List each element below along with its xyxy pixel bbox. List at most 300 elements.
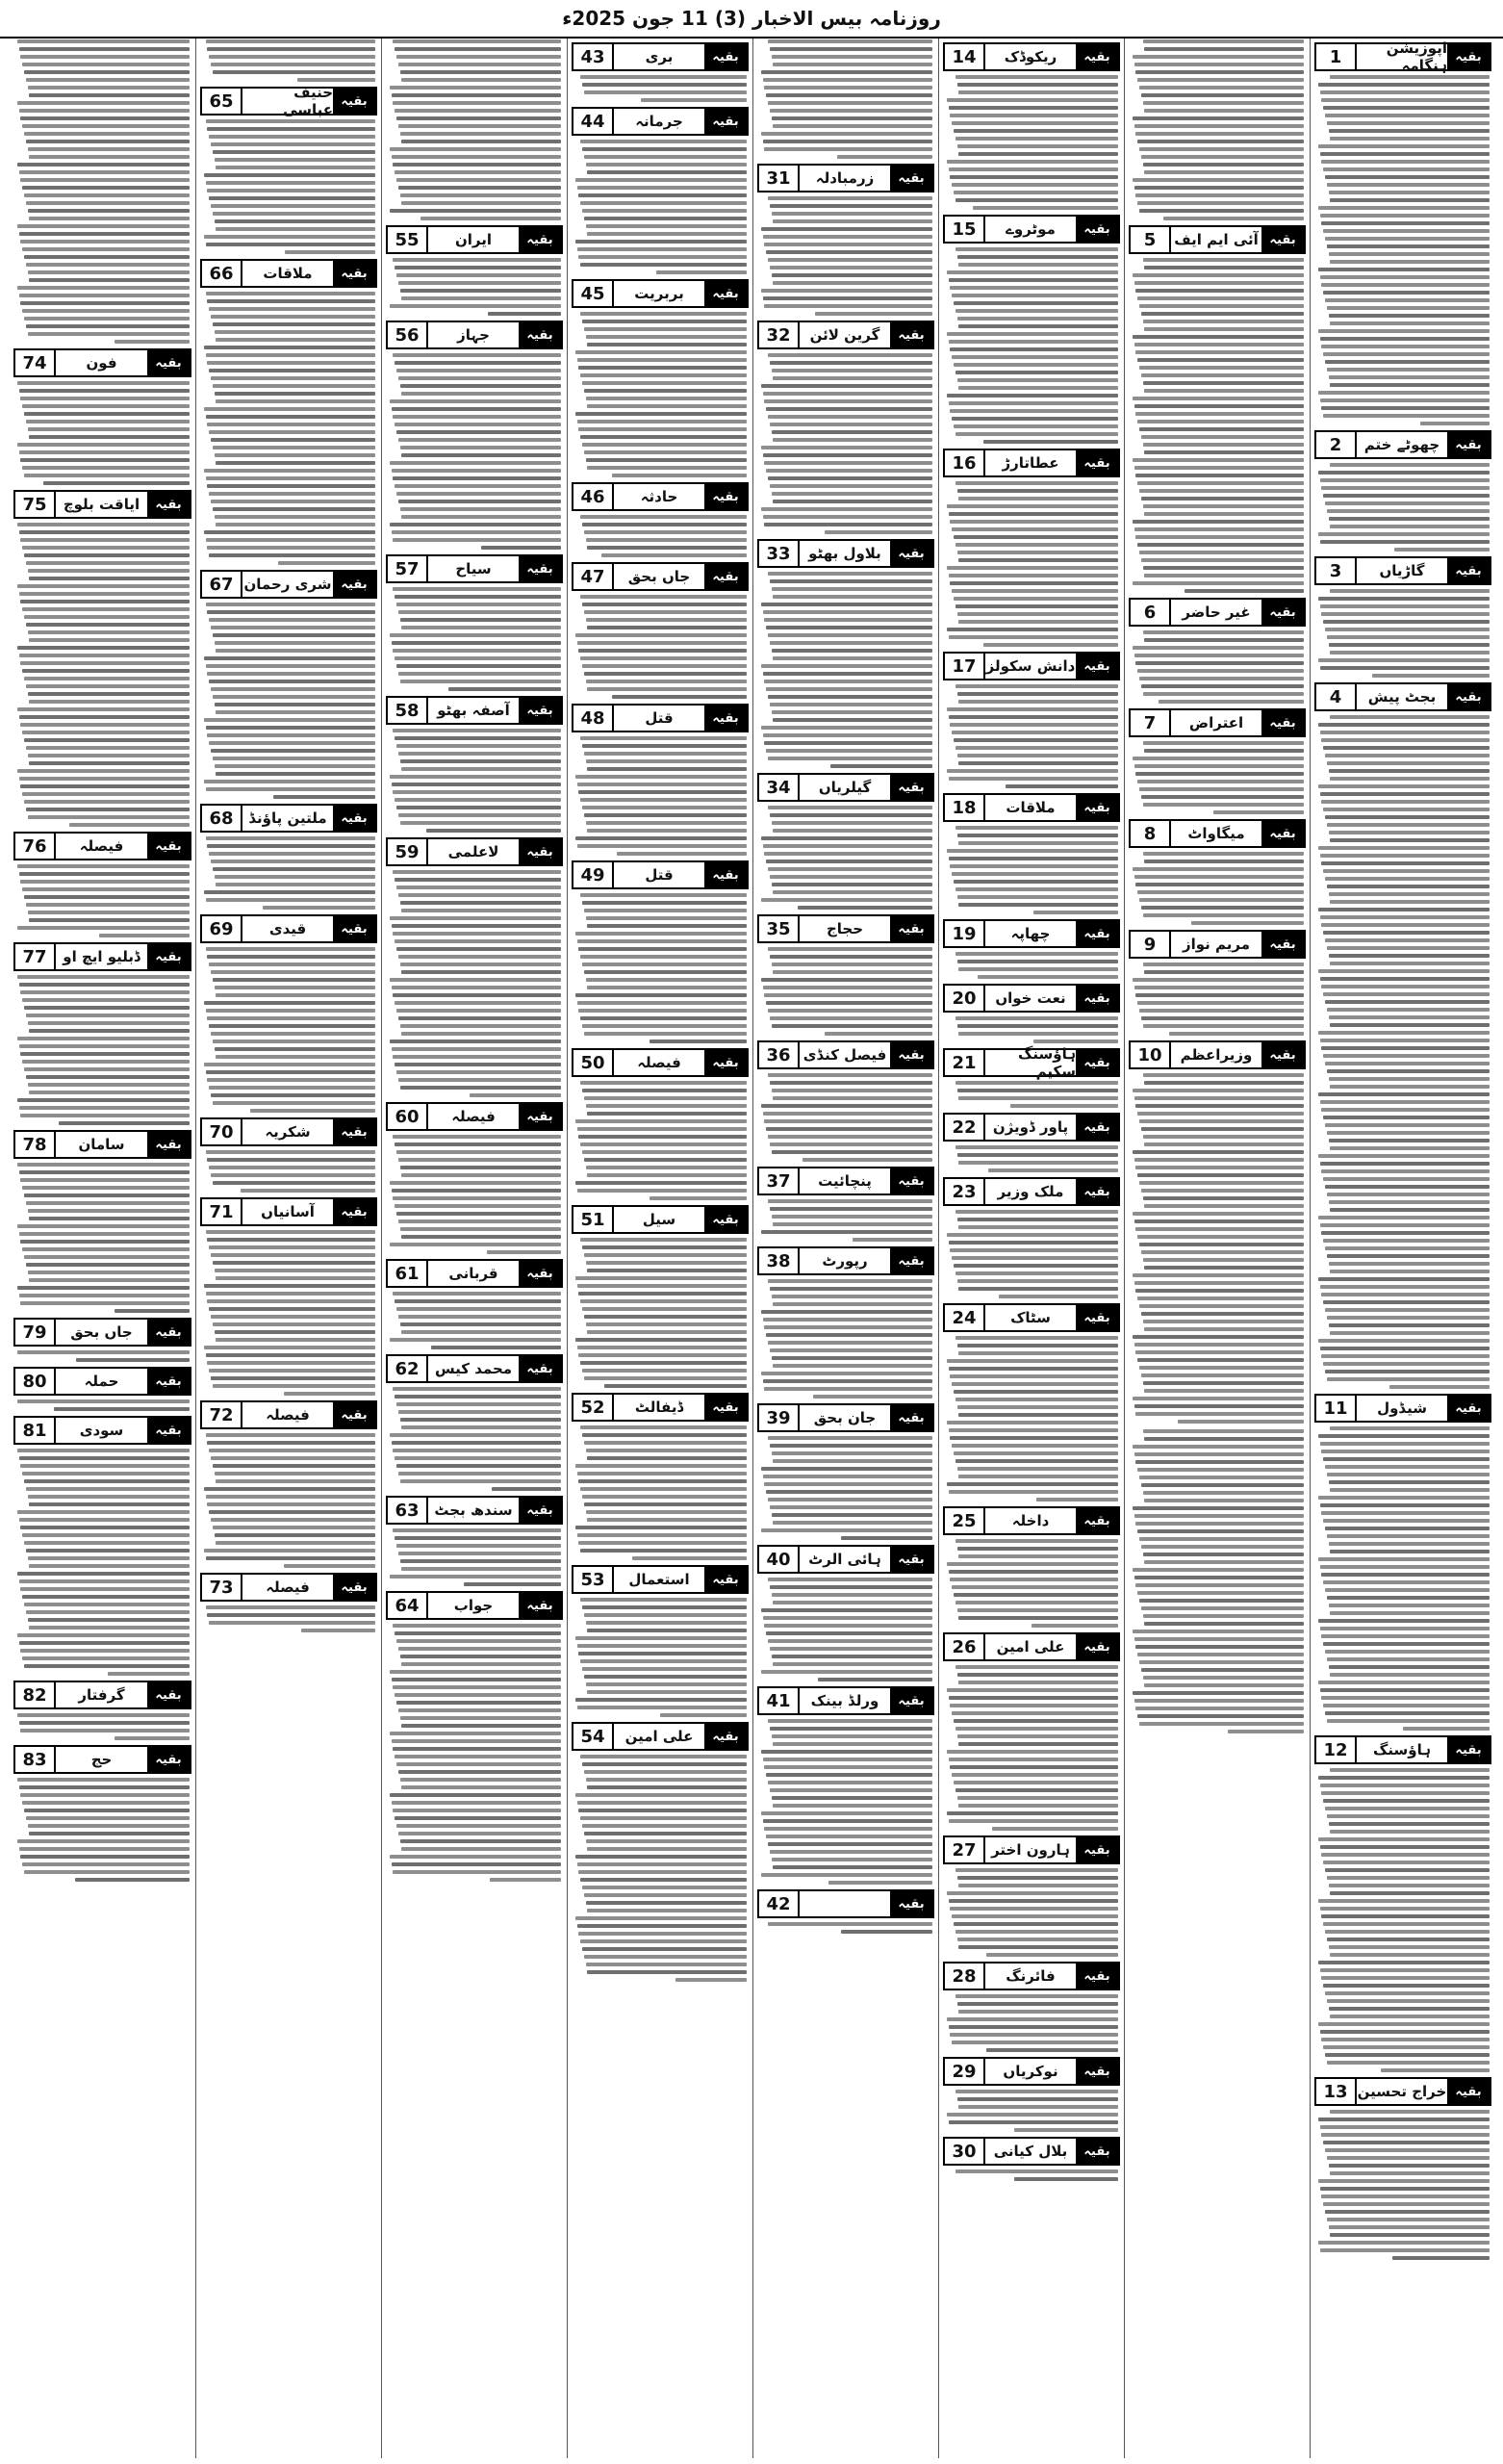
text-line [1144,1683,1304,1687]
text-line [216,338,375,342]
text-line [958,1096,1118,1100]
story-header [757,539,934,568]
news-story [386,1496,563,1587]
text-line [577,1924,747,1928]
text-line [1327,2156,1490,2160]
text-line [577,1644,747,1648]
text-line [26,561,190,565]
story-header [200,570,377,599]
text-line [773,718,932,722]
text-line [400,1166,561,1169]
text-line [28,1209,190,1213]
text-line [1320,854,1490,858]
text-line [28,427,190,431]
story-number: 17 [945,654,985,679]
story-header [572,704,749,732]
text-line [1325,1123,1490,1127]
text-line [28,209,190,213]
text-line [207,955,375,959]
text-line [764,461,932,465]
text-line [584,1158,747,1162]
news-column [10,38,195,2458]
text-line [949,777,1118,781]
text-line [209,430,375,434]
text-line [1320,2187,1490,2191]
text-line [577,420,747,424]
text-line [1329,1262,1490,1266]
text-line [396,806,561,809]
text-line [204,469,375,473]
news-story [943,1177,1120,1299]
text-line [1330,1488,1490,1492]
text-line [28,1618,190,1622]
text-line [396,369,561,372]
story-title: آسانیاں [261,1203,315,1220]
news-story [386,225,563,317]
text-line [400,759,561,763]
story-number: 5 [1131,227,1171,252]
text-line [28,692,190,696]
text-line [763,1616,932,1620]
text-line [957,2097,1118,2101]
news-story [13,1681,191,1741]
text-line [26,1263,190,1267]
text-line [393,1292,561,1296]
text-line [1321,1450,1490,1453]
text-line [393,1870,561,1874]
story-header [943,1177,1120,1206]
text-line [22,731,190,734]
text-line [211,626,375,629]
text-line [1330,777,1490,781]
text-line [29,1217,190,1220]
text-line [1323,1054,1490,1058]
text-line [577,1533,747,1537]
text-line [396,1150,561,1154]
text-line [813,1395,932,1399]
text-line [1330,1270,1490,1273]
text-line [215,764,375,768]
text-line [395,170,561,174]
text-line [580,1425,747,1429]
text-line [1318,969,1490,973]
text-line [401,1330,561,1334]
story-header [943,2137,1120,2166]
text-line [1329,129,1490,133]
continued-label: بقیہ [1076,1050,1118,1075]
text-line [29,217,190,220]
text-line [1133,1506,1304,1510]
text-line [586,163,747,167]
text-line [1325,2148,1490,2152]
story-header [200,259,377,288]
continued-label: بقیہ [333,89,375,114]
text-line [584,1502,747,1506]
text-line [952,1711,1118,1715]
text-line [773,281,932,285]
text-line [1137,1235,1304,1239]
story-title: حملہ [84,1373,119,1390]
text-line [983,643,1118,647]
text-line [770,1081,932,1085]
news-story [200,570,377,800]
text-line [393,729,561,732]
text-line [22,1533,190,1537]
text-line [957,1089,1118,1092]
text-line [632,1556,747,1560]
text-line [582,1433,747,1437]
text-line [764,1482,932,1486]
text-line [1323,1239,1490,1243]
text-line [582,1605,747,1609]
text-line [761,1528,932,1532]
text-line [211,1518,375,1522]
text-line [1143,1429,1304,1433]
text-line [390,916,561,920]
text-line [24,1809,190,1812]
text-line [955,604,1118,608]
text-line [393,1387,561,1391]
text-line [213,867,375,871]
story-number: 76 [15,834,56,859]
story-number: 63 [388,1498,428,1523]
text-line [398,752,561,756]
continued-label: بقیہ [1447,2079,1490,2104]
story-header [572,1048,749,1077]
story-header [943,42,1120,71]
text-line [955,1016,1118,1020]
text-line [1329,892,1490,896]
text-line [1135,1583,1304,1587]
text-line [1329,1665,1490,1669]
text-line [1323,229,1490,233]
text-line [43,481,190,485]
text-line [773,219,932,223]
story-text-lines [200,946,377,1114]
text-line [1330,383,1490,387]
text-line [24,1541,190,1545]
text-line [1318,1961,1490,1964]
story-title: شکریہ [265,1123,311,1141]
text-line [1143,741,1304,745]
text-line [1141,1127,1304,1131]
text-line [641,98,747,102]
continued-label: بقیہ [333,261,375,286]
story-text-lines [1314,2109,1491,2261]
story-text-lines [386,869,563,1098]
text-line [1133,581,1304,585]
text-line [1144,109,1304,113]
story-title: گیلریاں [818,779,872,796]
continued-label: بقیہ [890,166,932,191]
text-line [766,1333,932,1337]
text-line [17,975,190,979]
text-line [1141,906,1304,910]
text-line [1135,350,1304,354]
story-header [757,1246,934,1275]
text-line [1329,314,1490,318]
text-line [204,346,375,349]
story-text-lines [13,380,191,486]
text-line [1185,589,1304,593]
text-line [582,1024,747,1028]
text-line [392,1862,561,1866]
text-line [393,649,561,653]
story-title: ملاقات [263,265,313,282]
text-line [207,1299,375,1303]
text-line [947,332,1118,336]
text-line [20,1649,190,1653]
text-line [20,1301,190,1305]
text-line [1325,2053,1490,2057]
text-line [215,330,375,334]
text-line [575,1464,747,1468]
text-line [1144,1622,1304,1626]
story-number: 45 [573,281,614,306]
text-line [24,70,190,74]
continued-label: بقیہ [1076,450,1118,475]
text-line [24,1664,190,1668]
text-line [582,209,747,213]
news-story [757,773,934,911]
text-line [1325,815,1490,819]
text-line [1139,209,1304,213]
text-line [26,746,190,750]
text-line [1329,252,1490,256]
text-line [1321,2194,1490,2198]
text-line [215,1472,375,1476]
text-line [1320,1784,1490,1787]
news-story [13,1745,191,1883]
text-line [301,1629,375,1632]
text-line [1318,83,1490,87]
text-line [952,2040,1118,2044]
text-line [761,507,932,511]
story-header [1314,430,1491,459]
text-line [1135,1645,1304,1649]
text-line [1133,458,1304,462]
text-line [1327,1377,1490,1381]
text-line [213,507,375,511]
text-line [213,1322,375,1326]
text-line [955,137,1118,141]
story-text-lines [757,1921,934,1935]
text-line [211,860,375,863]
text-line [1321,283,1490,287]
text-line [952,183,1118,187]
text-line [28,569,190,573]
text-line [764,618,932,622]
text-line [1139,1660,1304,1664]
story-text-lines [386,1527,563,1587]
text-line [1318,1216,1490,1219]
text-line [1329,1822,1490,1826]
text-line [206,353,375,357]
text-line [1191,921,1304,925]
text-line [586,680,747,683]
text-line [1329,1323,1490,1327]
text-line [1144,749,1304,753]
text-line [26,1201,190,1205]
text-line [986,2048,1118,2052]
text-line [947,270,1118,274]
story-header [943,652,1120,680]
story-number: 16 [945,450,985,475]
text-line [1318,1092,1490,1096]
text-line [1320,152,1490,156]
story-text-lines [386,352,563,551]
text-line [393,415,561,419]
news-story [943,42,1120,211]
story-title: فیصل کنڈی [802,1046,887,1064]
text-line [1323,291,1490,295]
text-line [1134,186,1304,190]
text-line [957,1547,1118,1551]
news-story [757,1403,934,1541]
text-line [213,446,375,449]
story-text-lines [943,1993,1120,2053]
text-line [209,55,375,59]
news-story [13,1130,191,1314]
text-line [586,1322,747,1326]
text-line [1135,883,1304,886]
text-line [398,1315,561,1319]
text-line [390,1793,561,1797]
text-line [584,530,747,534]
text-line [207,484,375,488]
text-line [952,527,1118,531]
text-line [1323,1362,1490,1366]
text-line [284,1564,375,1568]
text-line [26,324,190,328]
text-line [766,407,932,411]
text-line [216,1276,375,1280]
text-line [24,1006,190,1010]
text-line [401,1425,561,1429]
text-line [24,895,190,899]
story-text-lines [943,1335,1120,1502]
story-header [386,225,563,254]
text-line [955,309,1118,313]
text-line [1329,2164,1490,2168]
text-line [28,332,190,336]
text-line [1327,1596,1490,1600]
text-line [19,592,190,596]
text-line [1323,2045,1490,2049]
text-line [949,635,1118,639]
text-line [1323,1984,1490,1988]
text-line [761,1811,932,1815]
text-line [761,603,932,606]
story-title: اپوزیشن ہنگامہ [1386,39,1447,74]
text-line [390,978,561,982]
news-story [13,348,191,486]
news-story [386,38,563,221]
text-line [578,255,747,259]
story-header [1129,598,1306,627]
story-number: 3 [1316,558,1357,583]
text-line [766,469,932,473]
news-story [943,1045,1120,1109]
continued-label: بقیہ [890,916,932,941]
text-line [957,255,1118,259]
text-line [395,484,561,488]
text-line [584,1253,747,1257]
news-story [757,38,934,160]
text-line [586,538,747,542]
news-story [13,942,191,1126]
text-line [1134,1576,1304,1579]
story-title: بجٹ پیش [1367,688,1437,706]
text-line [578,1652,747,1656]
continued-label: بقیہ [1076,795,1118,820]
text-line [584,1770,747,1774]
text-line [766,1001,932,1005]
text-line [1327,1193,1490,1196]
text-line [1318,391,1490,395]
story-title: جواب [453,1597,494,1614]
story-number: 9 [1131,932,1171,957]
news-story [1314,1394,1491,1732]
news-story [200,1573,377,1633]
text-line [213,1526,375,1529]
text-line [19,389,190,393]
text-line [952,1585,1118,1589]
text-line [1143,1196,1304,1200]
text-line [400,1322,561,1326]
text-line [955,481,1118,485]
text-line [958,1681,1118,1684]
text-line [656,270,747,274]
text-line [1139,1722,1304,1726]
story-header [386,696,563,725]
text-line [213,1384,375,1388]
text-line [28,1083,190,1087]
text-line [431,1346,561,1349]
story-text-lines [1314,588,1491,679]
text-line [1327,1008,1490,1012]
text-line [400,1418,561,1422]
text-line [949,106,1118,110]
text-line [211,315,375,319]
text-line [17,1633,190,1637]
text-line [215,1269,375,1272]
text-line [215,515,375,519]
text-line [582,664,747,668]
story-number: 40 [759,1547,800,1572]
text-line [390,1732,561,1735]
text-line [19,1106,190,1110]
story-text-lines [572,1754,749,1983]
story-title: ہاؤسنگ [1373,1741,1431,1758]
text-line [577,1862,747,1866]
text-line [957,895,1118,899]
text-line [1321,800,1490,804]
text-line [1135,193,1304,197]
text-line [29,918,190,922]
text-line [1141,373,1304,377]
text-line [22,1801,190,1805]
text-line [955,1930,1118,1934]
text-line [580,312,747,316]
text-line [215,453,375,457]
text-line [954,1922,1118,1926]
text-line [209,680,375,683]
continued-label: بقیہ [1076,1837,1118,1862]
text-line [957,1279,1118,1283]
text-line [1327,509,1490,513]
text-line [1323,106,1490,110]
